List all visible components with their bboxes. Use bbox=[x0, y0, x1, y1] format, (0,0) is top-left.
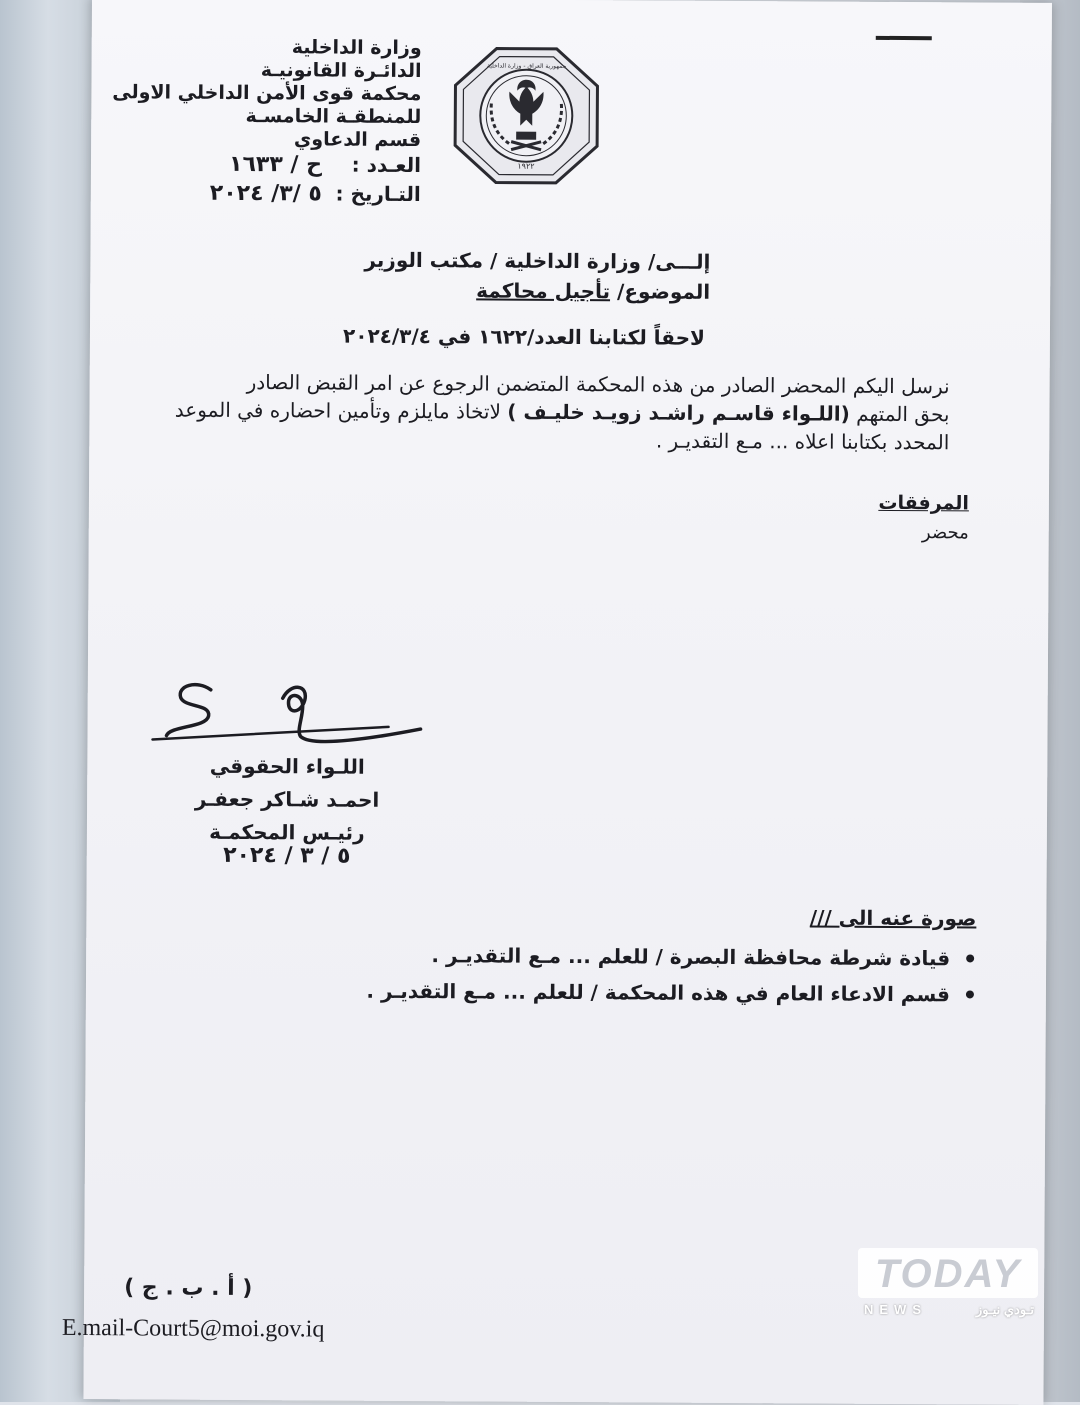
subject-value: تأجيل محاكمة bbox=[476, 278, 611, 304]
attachments bbox=[878, 488, 969, 549]
letterhead-line: الدائـرة القانونيـة bbox=[260, 59, 422, 83]
copies-list bbox=[216, 936, 976, 1013]
number-label: العـدد : bbox=[351, 152, 422, 178]
bullet-icon bbox=[966, 990, 974, 998]
letter-body bbox=[89, 367, 949, 456]
ministry-seal-icon bbox=[451, 45, 602, 186]
number-row bbox=[101, 149, 421, 180]
list-item bbox=[216, 936, 950, 976]
body-line bbox=[89, 395, 949, 428]
body-line-part: بحق المتهم bbox=[849, 401, 950, 427]
watermark-subtitle bbox=[858, 1302, 1038, 1320]
signatory bbox=[127, 749, 448, 850]
copy-recipient: قسم الادعاء العام في هذه المحكمة / للعلم ... مـع التقديـر . bbox=[366, 978, 951, 1007]
signatory-title: رئيـس المحكمـة bbox=[209, 819, 365, 845]
attachment-item: محضر bbox=[921, 522, 969, 544]
letterhead-line: للمنطقـة الخامسـة bbox=[245, 105, 422, 129]
date-value: ٥ /٣/ ٢٠٢٤ bbox=[209, 180, 322, 207]
copies-title: صورة عنه الى /// bbox=[809, 905, 977, 931]
letterhead-line: وزارة الداخلية bbox=[291, 36, 422, 60]
letterhead-line: محكمة قوى الأمن الداخلي الاولى bbox=[112, 81, 422, 106]
watermark-logo-text: TODAY bbox=[874, 1252, 1022, 1296]
copies-to bbox=[216, 896, 977, 1013]
document-page bbox=[61, 0, 1052, 1405]
letterhead bbox=[101, 35, 422, 152]
defendant-name: (اللـواء قاسـم راشـد زويـد خليـف ) bbox=[507, 399, 850, 426]
watermark-sub-en: NEWS bbox=[864, 1302, 927, 1317]
body-line: نرسل اليكم المحضر الصادر من هذه المحكمة المتضمن الرجوع عن امر القبض الصادر bbox=[246, 370, 950, 399]
subject-label: الموضوع/ bbox=[616, 279, 711, 304]
list-item bbox=[216, 972, 950, 1012]
number-value: ح / ١٦٣٣ bbox=[229, 151, 323, 178]
bullet-icon bbox=[966, 954, 974, 962]
body-line: المحدد بكتابنا اعلاه ... مـع التقديـر . bbox=[655, 428, 950, 455]
news-watermark bbox=[858, 1248, 1038, 1328]
copy-recipient: قيادة شرطة محافظة البصرة / للعلم ... مـع التقديـر . bbox=[431, 943, 951, 971]
addressee-block bbox=[110, 243, 710, 307]
court-email: E.mail-Court5@moi.gov.iq bbox=[61, 1314, 325, 1343]
subject-line bbox=[110, 273, 710, 307]
corner-mark bbox=[876, 36, 932, 40]
signatory-name: احمـد شـاكر جعفـر bbox=[194, 786, 380, 812]
typist-initials: ( أ . ب . ج ) bbox=[124, 1275, 253, 1302]
date-label: التـاريخ : bbox=[335, 181, 421, 207]
seal-top-text: جمهورية العراق - وزارة الداخلية bbox=[486, 62, 567, 70]
signature-date: ٥ / ٣ / ٢٠٢٤ bbox=[223, 842, 351, 869]
reference-fields bbox=[101, 149, 421, 209]
date-row bbox=[101, 178, 421, 209]
watermark-sub-ar: تـودي نيـوز bbox=[975, 1302, 1034, 1317]
letterhead-line: قسم الدعاوي bbox=[293, 128, 422, 152]
body-line-part: لاتخاذ مايلزم وتأمين احضاره في الموعد bbox=[174, 397, 508, 424]
addressee: إلـــى/ وزارة الداخلية / مكتب الوزير bbox=[364, 247, 711, 274]
reference-line: لاحقاً لكتابنا العدد/١٦٢٢ في ٢٠٢٤/٣/٤ bbox=[342, 323, 706, 350]
attachments-title: المرفقات bbox=[878, 491, 969, 515]
seal-year: ١٩٢٢ bbox=[517, 161, 535, 171]
signatory-rank: اللـواء الحقوقي bbox=[209, 753, 365, 779]
